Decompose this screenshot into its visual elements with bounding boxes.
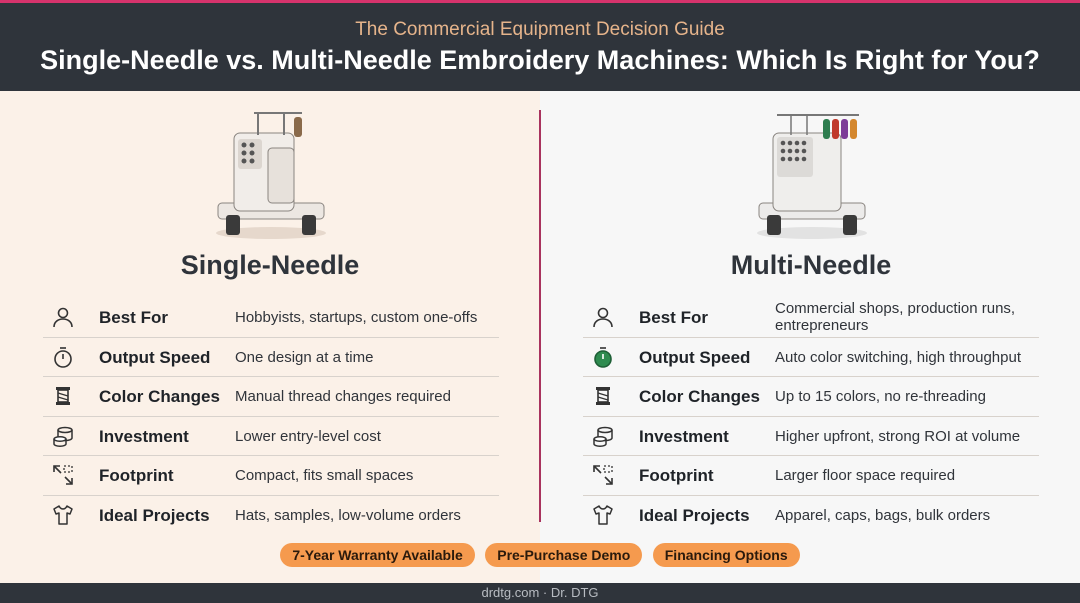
- spec-value: Hats, samples, low-volume orders: [235, 506, 461, 524]
- single-needle-spec-list: [43, 298, 499, 534]
- spec-row-investment: [43, 417, 499, 457]
- spec-row-color-changes: [583, 377, 1039, 417]
- spec-row-ideal-projects: [43, 496, 499, 535]
- coin-stack-icon: [591, 424, 615, 448]
- header-banner: [0, 3, 1080, 91]
- resize-arrows-icon: [51, 463, 75, 487]
- spec-row-footprint: [43, 456, 499, 496]
- single-needle-title: Single-Needle: [180, 250, 360, 280]
- feature-badges: [0, 543, 1080, 567]
- spec-value: Hobbyists, startups, custom one-offs: [235, 309, 478, 326]
- spec-label: Best For: [99, 308, 168, 327]
- page-title: Single-Needle vs. Multi-Needle Embroidery Machines: Which Is Right for You?: [40, 45, 1040, 75]
- spec-label: Output Speed: [639, 347, 751, 367]
- spec-row-investment: [583, 417, 1039, 457]
- spec-label: Output Speed: [99, 347, 211, 367]
- thread-spool-icon: [591, 384, 615, 408]
- spec-value: Up to 15 colors, no re-threading: [775, 388, 986, 405]
- spec-label: Color Changes: [99, 387, 220, 406]
- spec-row-best-for: [583, 298, 1039, 338]
- spec-row-output-speed: [583, 338, 1039, 378]
- person-icon: [51, 305, 75, 329]
- spec-row-best-for: [43, 298, 499, 338]
- person-icon: [591, 305, 615, 329]
- spec-value: Higher upfront, strong ROI at volume: [775, 427, 1021, 445]
- panel-divider: [539, 110, 541, 522]
- spec-row-footprint: [583, 456, 1039, 496]
- spec-value: Manual thread changes required: [235, 388, 451, 405]
- spec-label: Ideal Projects: [639, 505, 750, 525]
- spec-label: Ideal Projects: [99, 505, 210, 525]
- footer-credit: drdtg.com · Dr. DTG: [0, 583, 1080, 603]
- stopwatch-icon: [591, 345, 615, 369]
- spec-label: Footprint: [99, 466, 174, 485]
- spec-value: One design at a time: [235, 348, 374, 366]
- badge-financing: Financing Options: [653, 543, 800, 567]
- spec-value: Apparel, caps, bags, bulk orders: [775, 506, 991, 524]
- stopwatch-icon: [51, 345, 75, 369]
- header-subtitle: The Commercial Equipment Decision Guide: [355, 19, 725, 40]
- single-needle-machine-image: [206, 103, 336, 243]
- multi-needle-spec-list: [583, 298, 1039, 534]
- spec-label: Investment: [639, 426, 729, 446]
- spec-row-output-speed: [43, 338, 499, 378]
- multi-needle-title: Multi-Needle: [730, 250, 892, 280]
- badge-warranty: 7-Year Warranty Available: [280, 543, 474, 567]
- spec-value: Compact, fits small spaces: [235, 467, 414, 484]
- spec-label: Best For: [639, 308, 708, 327]
- multi-needle-machine-image: [747, 103, 877, 243]
- spec-value: Commercial shops, production runs, entrepreneurs: [775, 300, 1016, 334]
- resize-arrows-icon: [591, 463, 615, 487]
- coin-stack-icon: [51, 424, 75, 448]
- tshirt-icon: [51, 503, 75, 527]
- spec-value: Larger floor space required: [775, 467, 956, 484]
- tshirt-icon: [591, 503, 615, 527]
- spec-label: Color Changes: [639, 387, 760, 406]
- spec-value: Auto color switching, high throughput: [775, 348, 1021, 366]
- spec-label: Footprint: [639, 466, 714, 485]
- spec-row-ideal-projects: [583, 496, 1039, 535]
- spec-label: Investment: [99, 426, 189, 446]
- badge-demo: Pre-Purchase Demo: [485, 543, 642, 567]
- thread-spool-icon: [51, 384, 75, 408]
- spec-row-color-changes: [43, 377, 499, 417]
- spec-value: Lower entry-level cost: [235, 427, 381, 445]
